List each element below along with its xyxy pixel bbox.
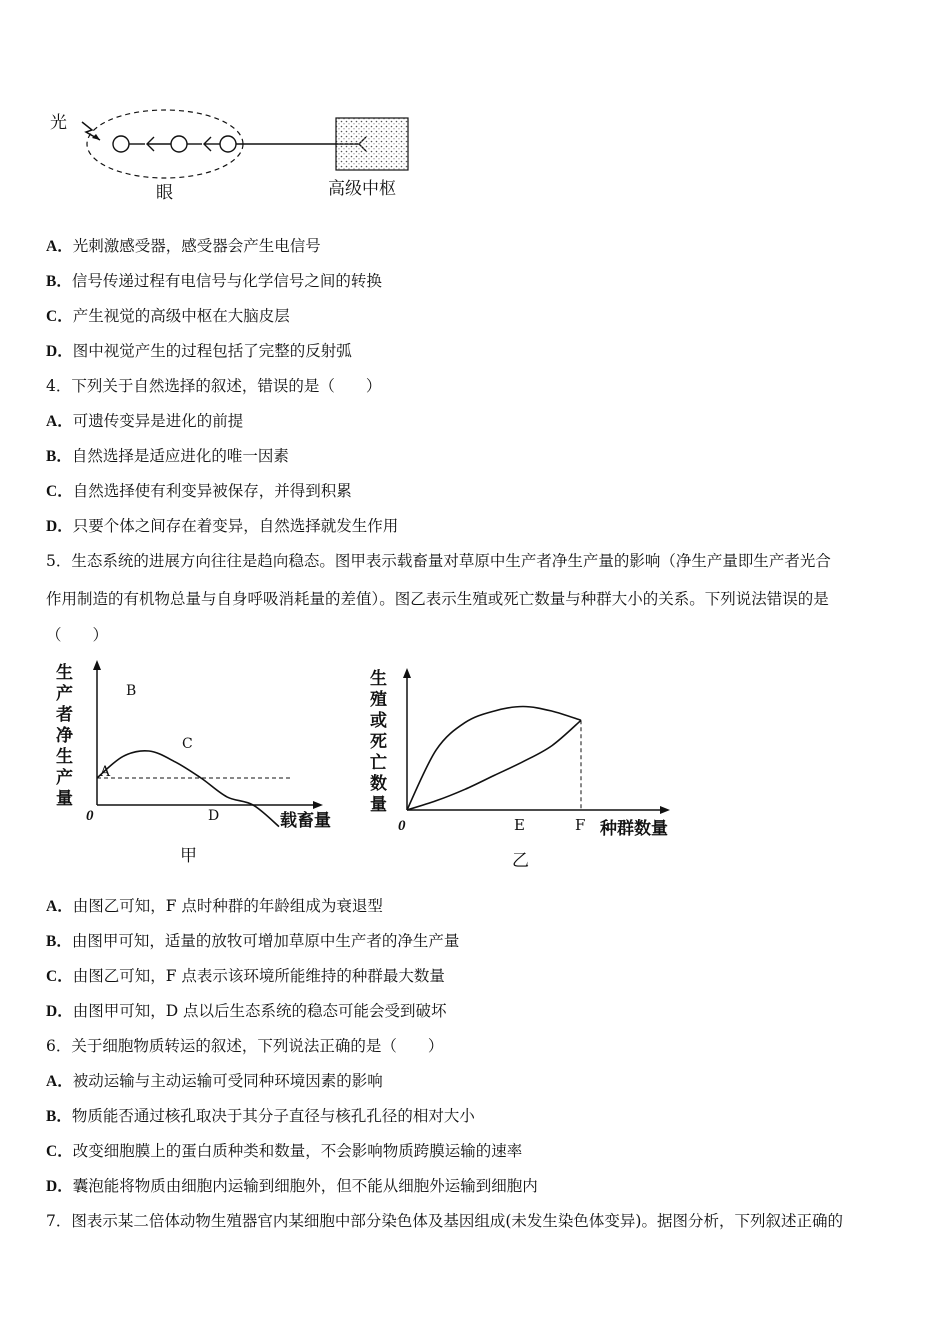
chart-yi-death-curve	[407, 720, 581, 810]
q4-option-a: A．可遗传变异是进化的前提	[46, 412, 244, 430]
chart-yi-birth-curve	[407, 707, 581, 811]
q4-option-d: D．只要个体之间存在着变异，自然选择就发生作用	[46, 517, 399, 535]
ylabel-char: 亡	[370, 753, 387, 772]
chart-yi-tick-f: F	[575, 816, 586, 834]
chart-jia	[50, 658, 350, 873]
ylabel-char: 或	[370, 711, 387, 730]
chart-yi-origin-label: 0	[398, 818, 406, 834]
ylabel-char: 者	[56, 705, 73, 724]
ylabel-char: 产	[56, 684, 73, 703]
ylabel-char: 净	[56, 726, 73, 745]
chart-yi-y-arrow-icon	[403, 668, 411, 678]
q3-option-c: C．产生视觉的高级中枢在大脑皮层	[46, 307, 290, 325]
q4-stem: 4．下列关于自然选择的叙述，错误的是（ ）	[46, 377, 382, 395]
q6-option-c: C．改变细胞膜上的蛋白质种类和数量，不会影响物质跨膜运输的速率	[46, 1142, 523, 1160]
ylabel-char: 生	[56, 747, 73, 766]
q5-stem-line3: （ ）	[46, 626, 109, 644]
chart-jia-point-b: B	[126, 683, 137, 699]
eye-label: 眼	[156, 183, 173, 203]
chart-yi-title: 乙	[512, 851, 529, 871]
receptor-cell	[113, 136, 129, 152]
chart-yi-ylabel	[370, 668, 387, 814]
chart-yi-xlabel: 种群数量	[600, 819, 668, 838]
q4-option-c: C．自然选择使有利变异被保存，并得到积累	[46, 482, 352, 500]
q5-stem-line1: 5．生态系统的进展方向往往是趋向稳态。图甲表示载畜量对草原中生产者净生产量的影响（净生产量即生产者光合	[46, 552, 831, 570]
chart-yi-tick-e: E	[514, 816, 525, 834]
q5-option-d: D．由图甲可知，D 点以后生态系统的稳态可能会受到破坏	[46, 1002, 447, 1020]
q3-option-a: A．光刺激感受器，感受器会产生电信号	[46, 237, 321, 255]
q6-option-d: D．囊泡能将物质由细胞内运输到细胞外，但不能从细胞外运输到细胞内	[46, 1177, 538, 1195]
q6-option-a: A．被动运输与主动运输可受同种环境因素的影响	[46, 1072, 383, 1090]
higher-center-box	[336, 118, 408, 170]
chart-jia-x-arrow-icon	[313, 801, 323, 809]
q5-stem-line2: 作用制造的有机物总量与自身呼吸消耗量的差值）。图乙表示生殖或死亡数量与种群大小的关系。下列说法错误的是	[46, 590, 829, 608]
chart-jia-y-arrow-icon	[93, 660, 101, 670]
chart-jia-curve	[97, 751, 279, 827]
neuron-cell-1	[171, 136, 187, 152]
chart-jia-ylabel	[56, 662, 74, 808]
ylabel-char: 死	[370, 732, 387, 751]
ylabel-char: 数	[370, 774, 387, 793]
q3-option-d: D．图中视觉产生的过程包括了完整的反射弧	[46, 342, 352, 360]
q5-option-b: B．由图甲可知，适量的放牧可增加草原中生产者的净生产量	[46, 932, 460, 950]
ylabel-char: 量	[56, 789, 73, 808]
q3-option-b: B．信号传递过程有电信号与化学信号之间的转换	[46, 272, 382, 290]
q4-option-b: B．自然选择是适应进化的唯一因素	[46, 447, 289, 465]
chart-yi-x-arrow-icon	[660, 806, 670, 814]
chart-jia-point-d: D	[208, 808, 220, 824]
chart-yi	[362, 658, 692, 873]
ylabel-char: 量	[370, 795, 387, 814]
light-label: 光	[50, 113, 67, 133]
chart-jia-point-a: A	[100, 764, 111, 780]
q7-stem: 7．图表示某二倍体动物生殖器官内某细胞中部分染色体及基因组成(未发生染色体变异)。据图分析，下列叙述正确的	[46, 1212, 843, 1230]
higher-center-label: 高级中枢	[328, 179, 396, 199]
chart-jia-origin-label: 0	[86, 808, 94, 824]
chart-jia-xlabel: 载畜量	[280, 811, 331, 830]
ylabel-char: 殖	[370, 690, 387, 709]
q6-option-b: B．物质能否通过核孔取决于其分子直径与核孔孔径的相对大小	[46, 1107, 475, 1125]
chart-jia-title: 甲	[180, 846, 197, 866]
eye-pathway-figure	[40, 100, 460, 210]
q5-option-c: C．由图乙可知，F 点表示该环境所能维持的种群最大数量	[46, 967, 445, 985]
chart-jia-point-c: C	[182, 736, 193, 752]
lightning-head-icon	[92, 134, 100, 140]
ylabel-char: 生	[56, 663, 73, 682]
ylabel-char: 生	[370, 669, 387, 688]
q6-stem: 6．关于细胞物质转运的叙述，下列说法正确的是（ ）	[46, 1037, 444, 1055]
q5-option-a: A．由图乙可知，F 点时种群的年龄组成为衰退型	[46, 897, 383, 915]
ylabel-char: 产	[56, 768, 73, 787]
neuron-cell-2	[220, 136, 236, 152]
